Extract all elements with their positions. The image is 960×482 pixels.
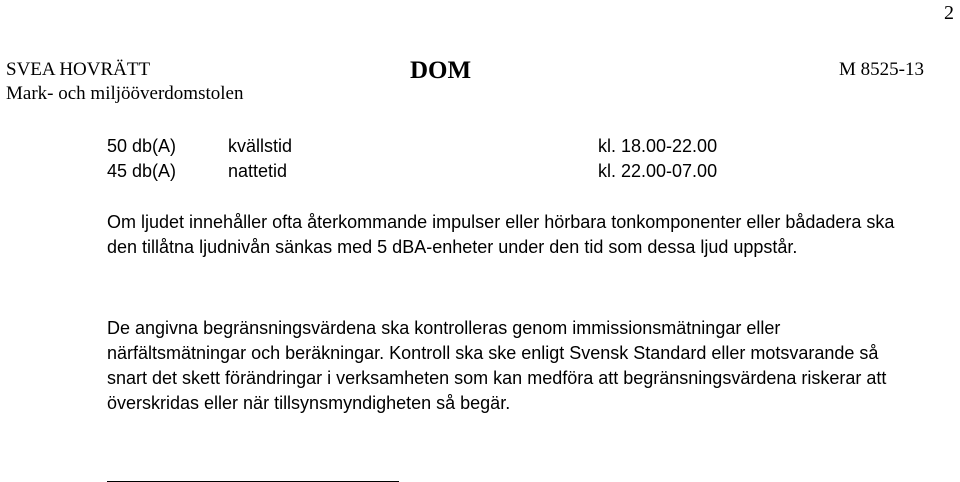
case-number: M 8525-13 xyxy=(839,59,924,80)
page-number: 2 xyxy=(944,2,954,24)
paragraph-control-measurement: De angivna begränsningsvärdena ska kontrolleras genom immissionsmätningar eller närfältsmätningar och beräkningar. Kontroll ska ske enligt Svensk Standard eller motsvarande så snart det skett förändringar i verksamheten som kan medföra att begränsningsvärdena riskerar att överskridas eller när tillsynsmyndigheten så begär. xyxy=(107,318,887,413)
noise-level: 45 db(A) xyxy=(107,161,177,181)
noise-level: 50 db(A) xyxy=(107,136,177,156)
time-range: kl. 22.00-07.00 xyxy=(598,161,718,181)
noise-limit-row xyxy=(107,159,807,184)
court-division: Mark- och miljööverdomstolen xyxy=(6,83,244,104)
time-period: nattetid xyxy=(228,161,288,181)
time-range: kl. 18.00-22.00 xyxy=(598,136,718,156)
noise-limits-table xyxy=(107,134,807,184)
paragraph-impulse-noise: Om ljudet innehåller ofta återkommande impulser eller hörbara tonkomponenter eller bådadera ska den tillåtna ljudnivån sänkas med 5 dBA-enheter under den tid som dessa ljud uppstår. xyxy=(107,212,895,257)
time-period: kvällstid xyxy=(228,136,293,156)
document-type: DOM xyxy=(410,57,472,84)
court-header xyxy=(6,58,243,106)
noise-limit-row xyxy=(107,134,807,159)
court-name: SVEA HOVRÄTT xyxy=(6,59,151,80)
